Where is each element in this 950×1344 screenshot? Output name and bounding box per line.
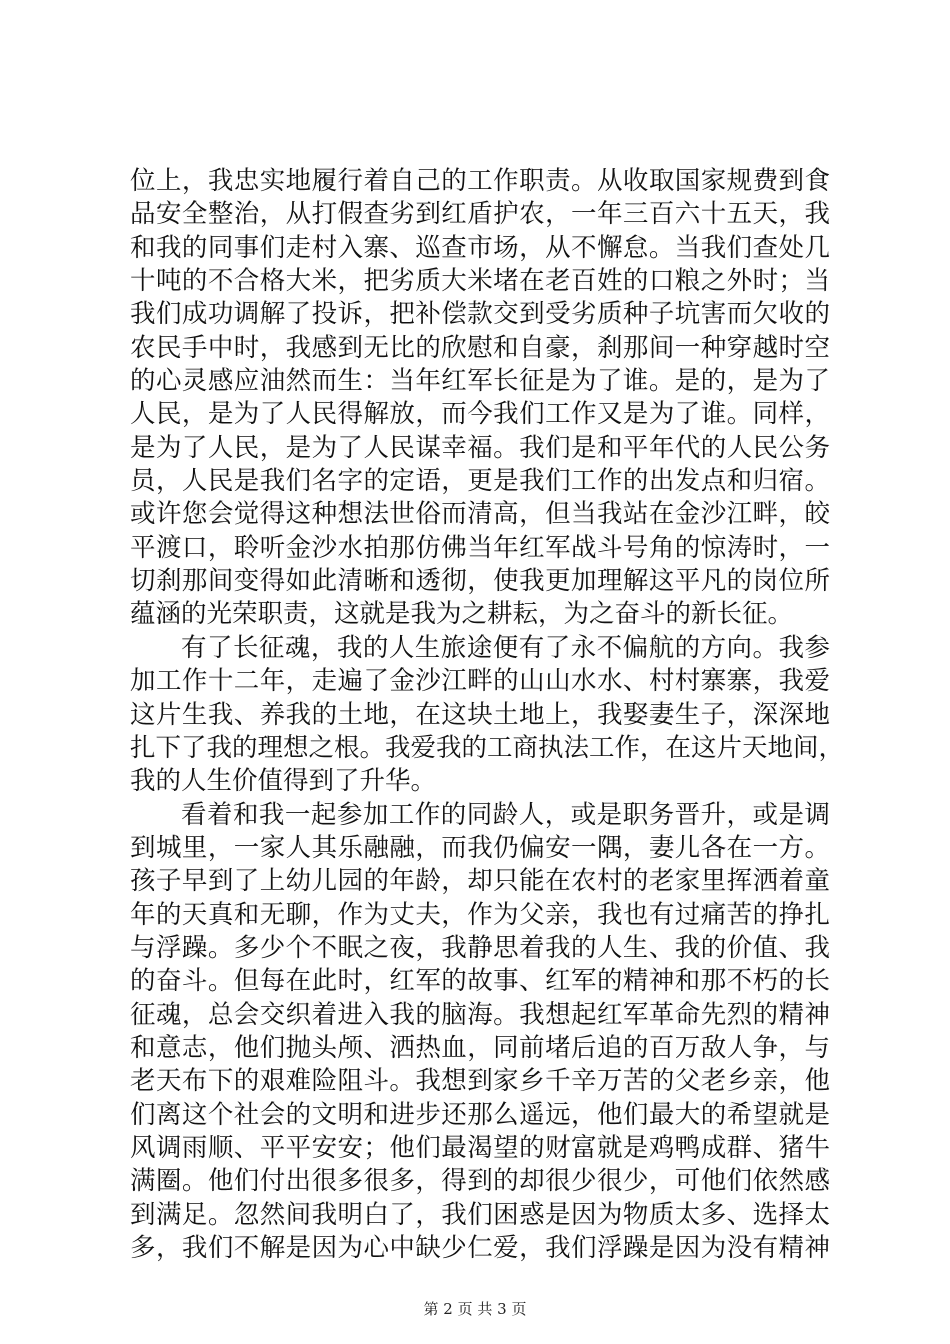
text-line: 到城里，一家人其乐融融，而我仍偏安一隅，妻儿各在一方。 [130,832,830,863]
text-line: 农民手中时，我感到无比的欣慰和自豪，刹那间一种穿越时空 [130,332,830,363]
text-line: 有了长征魂，我的人生旅途便有了永不偏航的方向。我参 [181,632,830,663]
text-line: 员，人民是我们名字的定语，更是我们工作的出发点和归宿。 [130,466,830,497]
text-line: 多，我们不解是因为心中缺少仁爱，我们浮躁是因为没有精神 [130,1233,830,1263]
text-line: 的心灵感应油然而生：当年红军长征是为了谁。是的，是为了 [130,366,830,397]
text-line: 切刹那间变得如此清晰和透彻，使我更加理解这平凡的岗位所 [130,566,830,597]
text-line: 我们成功调解了投诉，把补偿款交到受劣质种子坑害而欠收的 [130,299,830,330]
text-line: 我的人生价值得到了升华。 [130,766,437,797]
text-line: 与浮躁。多少个不眠之夜，我静思着我的人生、我的价值、我 [130,932,830,963]
text-line: 看着和我一起参加工作的同龄人，或是职务晋升，或是调 [181,799,830,830]
text-line: 满圈。他们付出很多很多，得到的却很少很少，可他们依然感 [130,1166,830,1197]
text-line: 征魂，总会交织着进入我的脑海。我想起红军革命先烈的精神 [130,999,830,1030]
page-footer: 第 2 页 共 3 页 [423,1300,527,1318]
text-line: 人民，是为了人民得解放，而今我们工作又是为了谁。同样， [130,399,830,430]
paragraph [130,165,830,632]
text-line: 这片生我、养我的土地，在这块土地上，我娶妻生子，深深地 [130,699,830,730]
text-line: 或许您会觉得这种想法世俗而清高，但当我站在金沙江畔，皎 [130,499,830,530]
document-body [130,165,845,1265]
text-line: 和我的同事们走村入寨、巡查市场，从不懈怠。当我们查处几 [130,232,830,263]
text-line: 十吨的不合格大米，把劣质大米堵在老百姓的口粮之外时；当 [130,266,830,297]
text-line: 的奋斗。但每在此时，红军的故事、红军的精神和那不朽的长 [130,966,830,997]
text-line: 扎下了我的理想之根。我爱我的工商执法工作，在这片天地间， [130,732,845,763]
text-line: 和意志，他们抛头颅、洒热血，同前堵后追的百万敌人争，与 [130,1032,830,1063]
text-line: 位上，我忠实地履行着自己的工作职责。从收取国家规费到食 [130,166,830,196]
paragraph [130,799,830,1266]
text-line: 蕴涵的光荣职责，这就是我为之耕耘，为之奋斗的新长征。 [130,599,794,630]
text-line: 们离这个社会的文明和进步还那么遥远，他们最大的希望就是 [130,1099,830,1130]
text-line: 年的天真和无聊，作为丈夫，作为父亲，我也有过痛苦的挣扎 [130,899,830,930]
text-line: 老天布下的艰难险阻斗。我想到家乡千辛万苦的父老乡亲，他 [130,1066,830,1097]
text-line: 加工作十二年，走遍了金沙江畔的山山水水、村村寨寨，我爱 [130,666,830,697]
text-line: 是为了人民，是为了人民谋幸福。我们是和平年代的人民公务 [130,432,830,463]
text-line: 到满足。忽然间我明白了，我们困惑是因为物质太多、选择太 [130,1199,830,1230]
paragraph [130,632,845,799]
text-line: 孩子早到了上幼儿园的年龄，却只能在农村的老家里挥洒着童 [130,866,830,897]
text-line: 品安全整治，从打假查劣到红盾护农，一年三百六十五天，我 [130,199,830,230]
text-line: 平渡口，聆听金沙水拍那仿佛当年红军战斗号角的惊涛时，一 [130,532,830,563]
text-line: 风调雨顺、平平安安；他们最渴望的财富就是鸡鸭成群、猪牛 [130,1132,830,1163]
